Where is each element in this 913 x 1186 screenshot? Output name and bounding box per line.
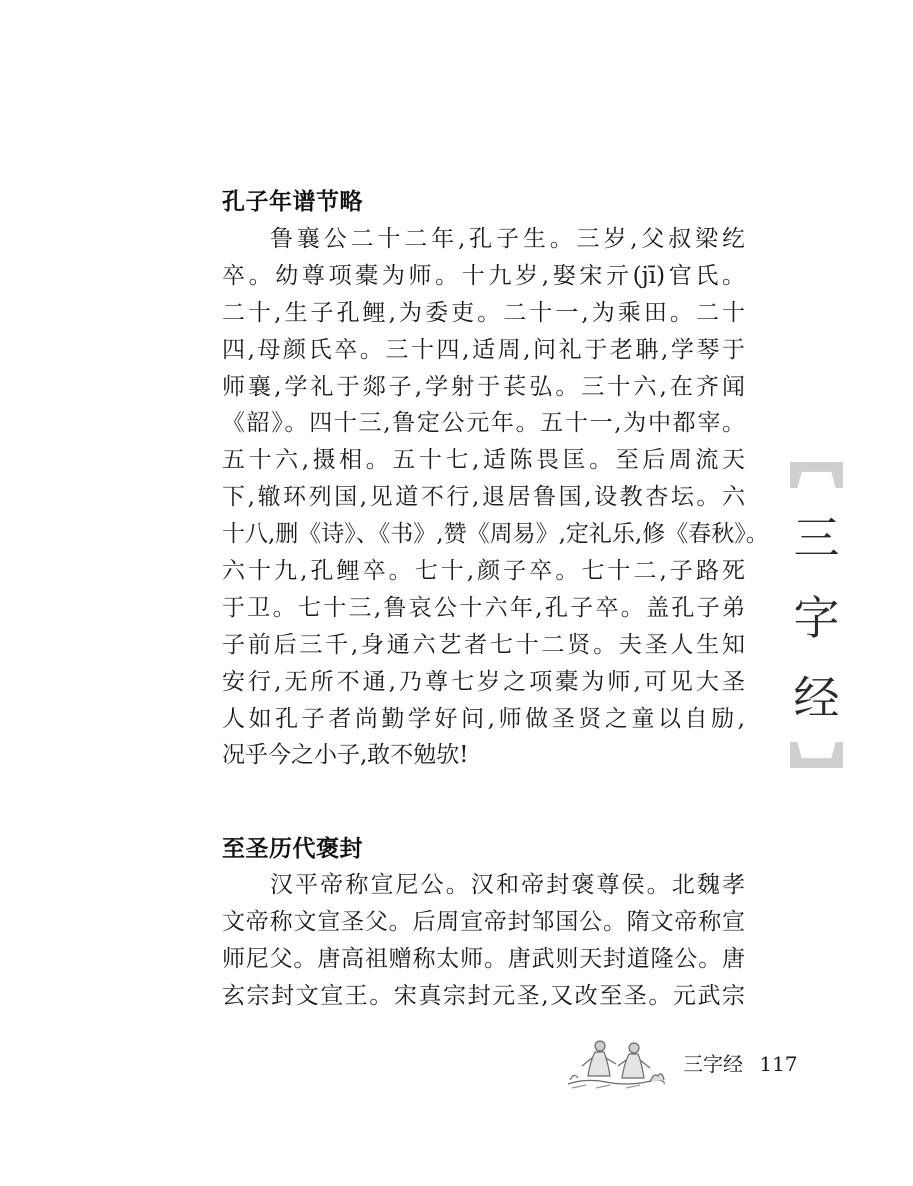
side-tab-char: 三 [793, 511, 840, 565]
text-line: 二十,生子孔鲤,为委吏。二十一,为乘田。二十 [222, 299, 745, 326]
two-figures-illustration-icon [566, 1032, 666, 1090]
side-tab-char: 经 [793, 671, 840, 725]
side-tab-char: 字 [793, 591, 840, 645]
section-body [222, 221, 769, 774]
text-line: 鲁襄公二十二年,孔子生。三岁,父叔梁纥 [270, 226, 745, 252]
bracket-top-decoration [790, 462, 843, 488]
chapter-side-tab [790, 462, 843, 768]
section-body [222, 867, 745, 1015]
page-footer [683, 1048, 798, 1077]
text-line: 四,母颜氏卒。三十四,适周,问礼于老聃,学琴于 [222, 336, 745, 363]
text-line: 于卫。七十三,鲁哀公十六年,孔子卒。盖孔子弟 [222, 594, 745, 621]
page-number: 117 [759, 1052, 798, 1076]
text-line: 师尼父。唐高祖赠称太师。唐武则天封道隆公。唐 [222, 945, 745, 972]
text-line: 《韶》。四十三,鲁定公元年。五十一,为中都宰。 [222, 410, 745, 437]
text-line: 子前后三千,身通六艺者七十二贤。夫圣人生知 [222, 631, 745, 658]
text-line: 况乎今之小子,敢不勉欤! [222, 742, 469, 769]
bracket-bottom-decoration [790, 742, 843, 768]
text-line: 卒。幼尊项橐为师。十九岁,娶宋亓(jī)官氏。 [222, 262, 745, 289]
text-line: 文帝称文宣圣父。后周宣帝封邹国公。隋文帝称宣 [222, 908, 745, 935]
text-line: 玄宗封文宣王。宋真宗封元圣,又改至圣。元武宗 [222, 982, 745, 1009]
text-line: 六十九,孔鲤卒。七十,颜子卒。七十二,子路死 [222, 558, 745, 585]
text-line: 十八,删《诗》、《书》,赞《周易》,定礼乐,修《春秋》。 [222, 521, 769, 548]
text-line: 汉平帝称宣尼公。汉和帝封褒尊侯。北魏孝 [270, 872, 745, 898]
text-line: 人如孔子者尚勤学好问,师做圣贤之童以自励, [222, 705, 745, 732]
section-title: 至圣历代褒封 [222, 836, 363, 862]
section-title: 孔子年谱节略 [222, 189, 363, 215]
text-line: 下,辙环列国,见道不行,退居鲁国,设教杏坛。六 [222, 484, 745, 511]
text-line: 五十六,摄相。五十七,适陈畏匡。至后周流天 [222, 447, 745, 474]
text-line: 师襄,学礼于郯子,学射于苌弘。三十六,在齐闻 [222, 373, 745, 400]
text-line: 安行,无所不通,乃尊七岁之项橐为师,可见大圣 [222, 668, 745, 695]
running-title: 三字经 [683, 1052, 743, 1076]
